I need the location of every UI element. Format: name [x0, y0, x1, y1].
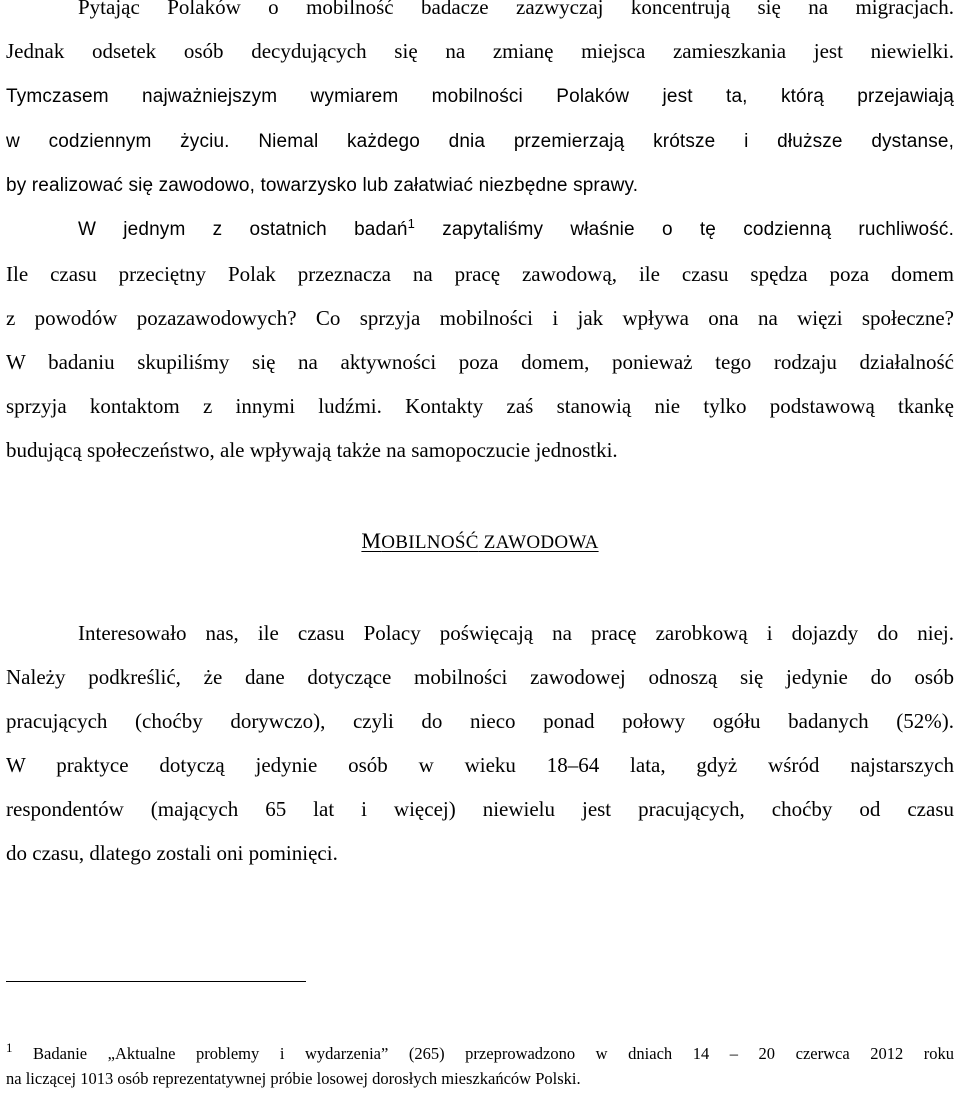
footnote-line-1 [6, 1040, 954, 1064]
paragraph-1-line-1: Pytając Polaków o mobilność badacze zazwyczaj koncentrują się na migracjach. [78, 0, 954, 19]
footnote-separator [6, 981, 306, 982]
section-paragraph-line-6: do czasu, dlatego zostali oni pominięci. [6, 841, 338, 865]
heading-initial: M [361, 528, 382, 553]
paragraph-1-line-2: Jednak odsetek osób decydujących się na zmianę miejsca zamieszkania jest niewielki. [6, 39, 954, 63]
section-paragraph-line-4: W praktyce dotyczą jedynie osób w wieku 18–64 lata, gdyż wśród najstarszych [6, 753, 954, 777]
paragraph-2-line-3: z powodów pozazawodowych? Co sprzyja mobilności i jak wpływa ona na więzi społeczne? [6, 306, 954, 330]
paragraph-2-line-4: W badaniu skupiliśmy się na aktywności poza domem, ponieważ tego rodzaju działalność [6, 350, 954, 374]
section-paragraph-line-2: Należy podkreślić, że dane dotyczące mobilności zawodowej odnoszą się jedynie do osób [6, 665, 954, 689]
paragraph-2-line-2: Ile czasu przeciętny Polak przeznacza na pracę zawodową, ile czasu spędza poza domem [6, 262, 954, 286]
paragraph-2-line-5: sprzyja kontaktom z innymi ludźmi. Kontakty zaś stanowią nie tylko podstawową tkankę [6, 394, 954, 418]
paragraph-2-line-1 [78, 217, 954, 243]
footnote-number: 1 [6, 1040, 13, 1055]
paragraph-2-line-1-text: W jednym z ostatnich badań [78, 219, 408, 240]
paragraph-2-line-1-tail: zapytaliśmy właśnie o tę codzienną ruchliwość. [415, 219, 955, 240]
paragraph-1-line-4: w codziennym życiu. Niemal każdego dnia przemierzają krótsze i dłuższe dystanse, [6, 131, 954, 152]
footnote-line-2: na liczącej 1013 osób reprezentatywnej próbie losowej dorosłych mieszkańców Polski. [6, 1069, 581, 1088]
paragraph-2-line-6: budującą społeczeństwo, ale wpływają także na samopoczucie jednostki. [6, 438, 618, 462]
heading-word-2: ZAWODOWA [478, 532, 599, 553]
section-paragraph-line-1: Interesowało nas, ile czasu Polacy poświęcają na pracę zarobkową i dojazdy do niej. [78, 621, 954, 645]
paragraph-1-line-5: by realizować się zawodowo, towarzysko lub załatwiać niezbędne sprawy. [6, 175, 639, 196]
heading-word-1: OBILNOŚĆ [381, 532, 479, 553]
footnote-reference: 1 [407, 216, 416, 231]
paragraph-1-line-3: Tymczasem najważniejszym wymiarem mobilności Polaków jest ta, którą przejawiają [6, 86, 954, 107]
footnote-text-1: Badanie „Aktualne problemy i wydarzenia” (265) przeprowadzono w dniach 14 – 20 czerwca 2012 roku [12, 1044, 954, 1063]
section-paragraph-line-3: pracujących (choćby dorywczo), czyli do nieco ponad połowy ogółu badanych (52%). [6, 709, 954, 733]
section-paragraph-line-5: respondentów (mających 65 lat i więcej) niewielu jest pracujących, choćby od czasu [6, 797, 954, 821]
section-heading [0, 528, 960, 554]
